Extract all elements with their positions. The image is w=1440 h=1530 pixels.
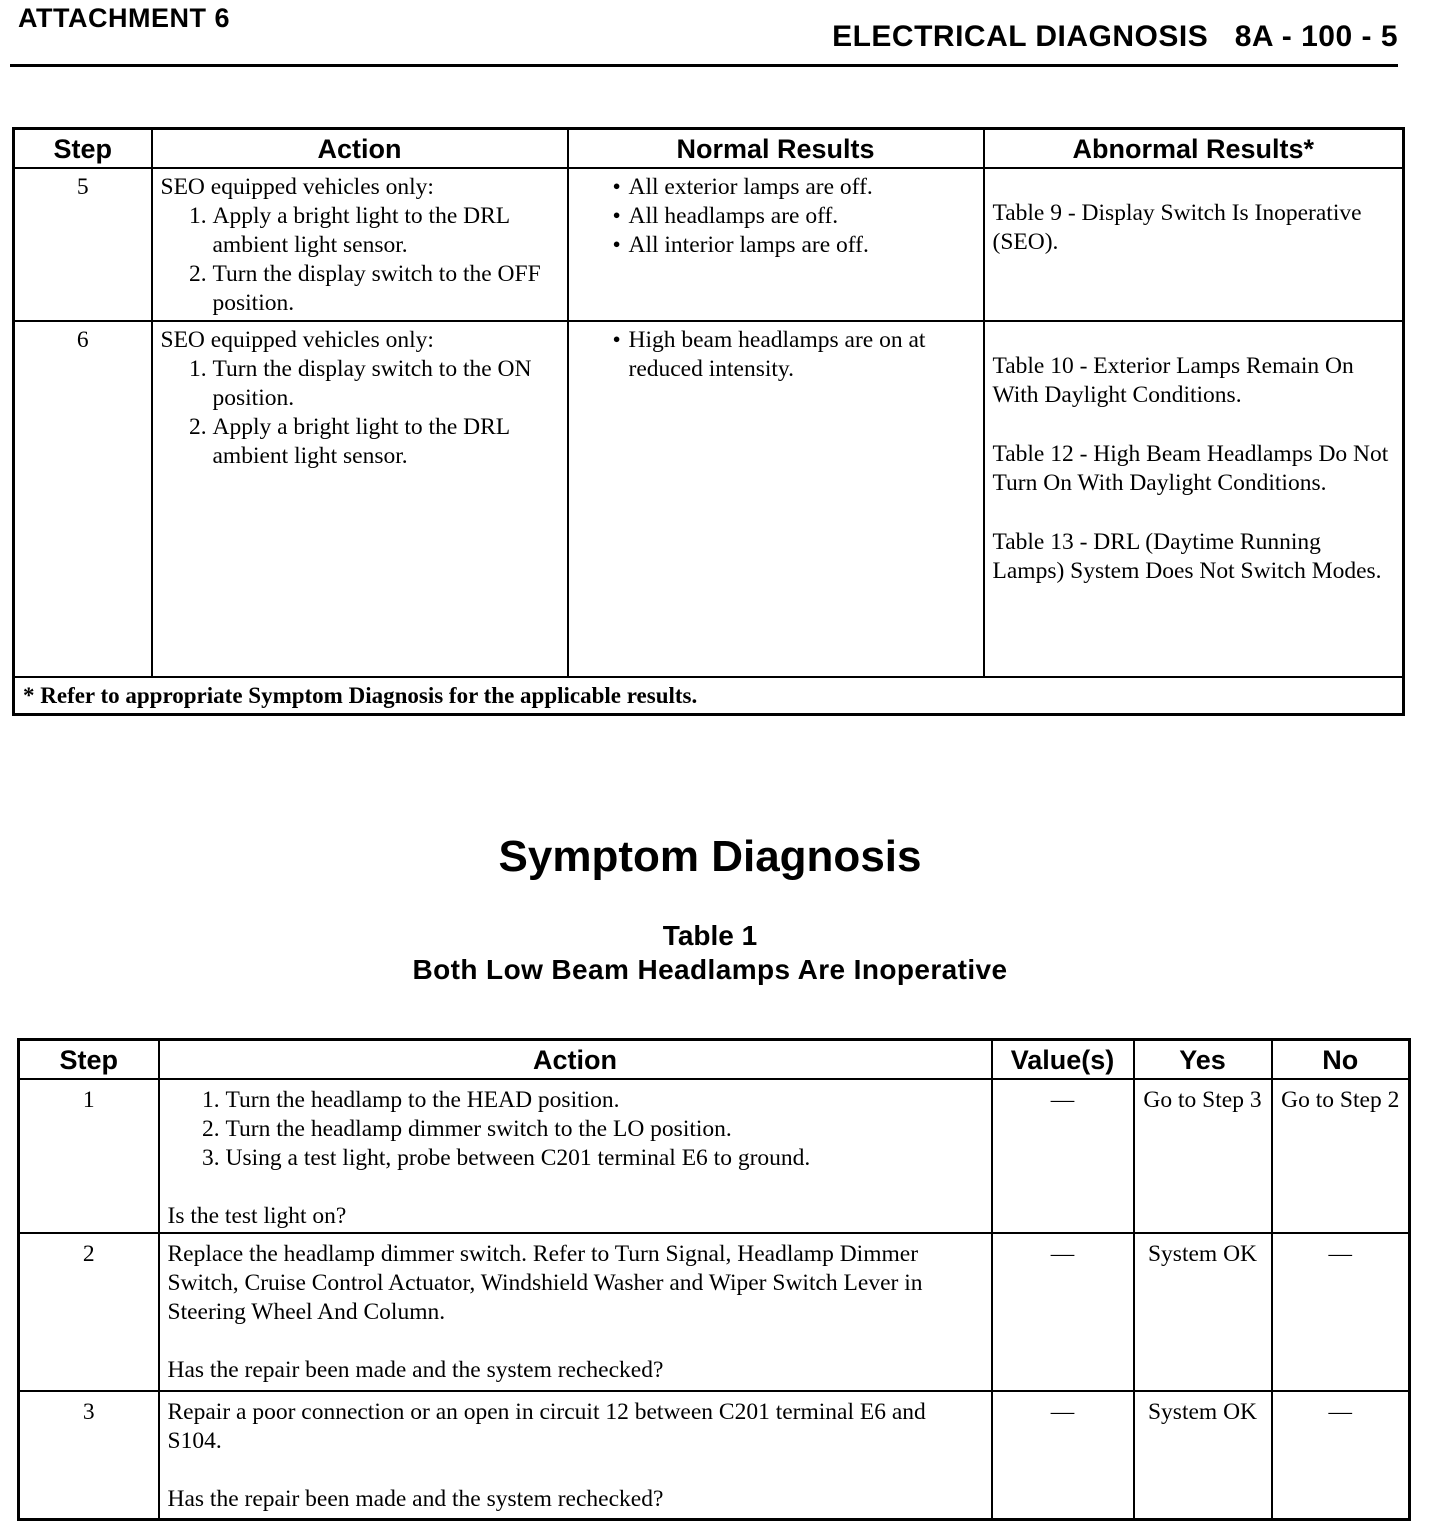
- column-header-values: Value(s): [992, 1040, 1134, 1080]
- action-steps: [161, 202, 561, 318]
- column-header-yes: Yes: [1134, 1040, 1272, 1080]
- action-steps: [168, 1086, 985, 1173]
- column-header-abnormal-results: Abnormal Results*: [984, 129, 1404, 169]
- action-cell: [152, 168, 568, 321]
- table-number: Table 1: [662, 920, 758, 951]
- footnote-row: [14, 677, 1404, 715]
- column-header-no: No: [1272, 1040, 1410, 1080]
- action-question: Has the repair been made and the system rechecked?: [167, 1357, 664, 1383]
- normal-results-cell: [568, 168, 984, 321]
- action-question: Is the test light on?: [167, 1203, 347, 1229]
- action-cell: [159, 1391, 992, 1519]
- list-item: • All headlamps are off.: [629, 202, 983, 231]
- yes-cell: System OK: [1134, 1391, 1272, 1519]
- abnormal-results-cell: [984, 168, 1404, 321]
- no-cell: —: [1272, 1391, 1410, 1519]
- table-title: Both Low Beam Headlamps Are Inoperative: [412, 954, 1008, 985]
- page-header-title: ELECTRICAL DIAGNOSIS 8A - 100 - 5: [832, 20, 1398, 53]
- column-header-step: Step: [19, 1040, 159, 1080]
- action-cell: [159, 1233, 992, 1391]
- diagnostic-steps-table: [12, 127, 1405, 716]
- column-header-normal-results: Normal Results: [568, 129, 984, 169]
- list-item: 3. Using a test light, probe between C201 terminal E6 to ground.: [226, 1144, 985, 1173]
- header-rule: [10, 64, 1398, 67]
- list-item: • All interior lamps are off.: [629, 231, 983, 260]
- step-number: 1: [19, 1079, 159, 1233]
- action-steps: [161, 355, 561, 471]
- column-header-step: Step: [14, 129, 152, 169]
- list-item: 1. Apply a bright light to the DRL ambient light sensor.: [213, 202, 561, 260]
- list-item: 1. Turn the display switch to the ON position.: [213, 355, 561, 413]
- action-cell: [159, 1079, 992, 1233]
- values-cell: —: [992, 1233, 1134, 1391]
- column-header-action: Action: [152, 129, 568, 169]
- step-number: 2: [19, 1233, 159, 1391]
- symptom-table: [17, 1038, 1411, 1521]
- abnormal-results-cell: [984, 321, 1404, 677]
- table-row: [19, 1233, 1410, 1391]
- list-item: • All exterior lamps are off.: [629, 173, 983, 202]
- action-cell: [152, 321, 568, 677]
- list-item: 2. Apply a bright light to the DRL ambient light sensor.: [213, 413, 561, 471]
- table-header-row: [19, 1040, 1410, 1080]
- step-number: 5: [14, 168, 152, 321]
- values-cell: —: [992, 1079, 1134, 1233]
- list-item: • High beam headlamps are on at reduced intensity.: [629, 326, 983, 384]
- list-item: 1. Turn the headlamp to the HEAD position.: [226, 1086, 985, 1115]
- step-number: 3: [19, 1391, 159, 1519]
- action-text: Replace the headlamp dimmer switch. Refer to Turn Signal, Headlamp Dimmer Switch, Cruise Control Actuator, Windshield Washer and Wiper Switch Lever in Steering Wheel And Column.: [167, 1241, 923, 1325]
- list-item: 2. Turn the headlamp dimmer switch to the LO position.: [226, 1115, 985, 1144]
- action-intro: SEO equipped vehicles only:: [160, 327, 434, 353]
- abnormal-result-ref: Table 9 - Display Switch Is Inoperative (SEO).: [992, 200, 1362, 255]
- abnormal-result-ref: Table 12 - High Beam Headlamps Do Not Turn On With Daylight Conditions.: [992, 441, 1389, 496]
- yes-cell: Go to Step 3: [1134, 1079, 1272, 1233]
- step-number: 6: [14, 321, 152, 677]
- values-cell: —: [992, 1391, 1134, 1519]
- table-row: [14, 168, 1404, 321]
- list-item: 2. Turn the display switch to the OFF position.: [213, 260, 561, 318]
- column-header-action: Action: [159, 1040, 992, 1080]
- table-row: [19, 1079, 1410, 1233]
- table-row: [14, 321, 1404, 677]
- action-text: Repair a poor connection or an open in circuit 12 between C201 terminal E6 and S104.: [167, 1399, 926, 1454]
- section-title: Symptom Diagnosis: [498, 832, 922, 881]
- abnormal-result-ref: Table 10 - Exterior Lamps Remain On With Daylight Conditions.: [992, 353, 1354, 408]
- action-intro: SEO equipped vehicles only:: [160, 174, 434, 200]
- attachment-label: ATTACHMENT 6: [18, 3, 230, 33]
- footnote: * Refer to appropriate Symptom Diagnosis for the applicable results.: [14, 677, 1404, 715]
- action-question: Has the repair been made and the system rechecked?: [167, 1486, 664, 1512]
- abnormal-result-ref: Table 13 - DRL (Daytime Running Lamps) System Does Not Switch Modes.: [992, 529, 1382, 584]
- no-cell: —: [1272, 1233, 1410, 1391]
- no-cell: Go to Step 2: [1272, 1079, 1410, 1233]
- normal-results-cell: [568, 321, 984, 677]
- table-header-row: [14, 129, 1404, 169]
- yes-cell: System OK: [1134, 1233, 1272, 1391]
- table-row: [19, 1391, 1410, 1519]
